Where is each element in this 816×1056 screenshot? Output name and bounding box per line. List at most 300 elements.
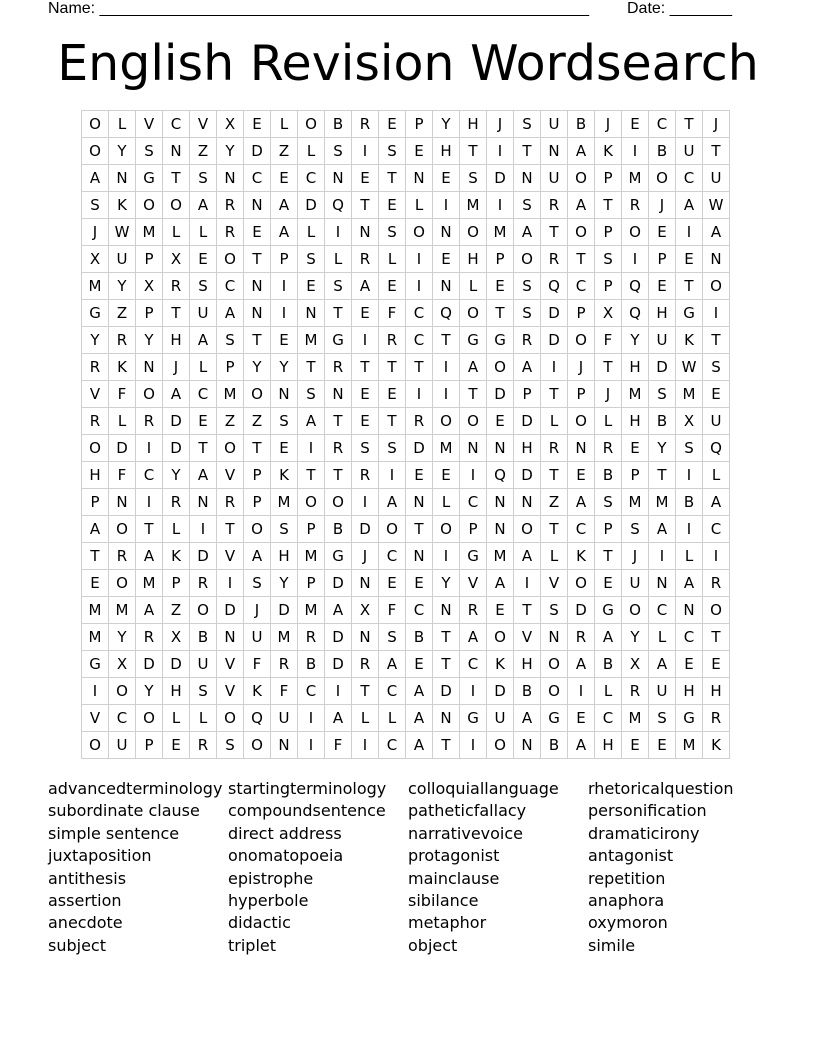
grid-cell[interactable]: I	[460, 732, 487, 759]
grid-cell[interactable]: S	[217, 732, 244, 759]
grid-cell[interactable]: T	[676, 273, 703, 300]
grid-cell[interactable]: E	[676, 246, 703, 273]
grid-cell[interactable]: A	[271, 192, 298, 219]
grid-cell[interactable]: R	[595, 435, 622, 462]
grid-cell[interactable]: Y	[622, 624, 649, 651]
grid-cell[interactable]: C	[109, 705, 136, 732]
grid-cell[interactable]: I	[136, 435, 163, 462]
grid-cell[interactable]: M	[109, 597, 136, 624]
grid-cell[interactable]: D	[325, 651, 352, 678]
grid-cell[interactable]: F	[271, 678, 298, 705]
grid-cell[interactable]: O	[217, 246, 244, 273]
grid-cell[interactable]: M	[622, 489, 649, 516]
grid-cell[interactable]: W	[703, 192, 730, 219]
grid-cell[interactable]: A	[190, 462, 217, 489]
grid-cell[interactable]: O	[82, 111, 109, 138]
grid-cell[interactable]: G	[676, 300, 703, 327]
grid-cell[interactable]: N	[433, 219, 460, 246]
grid-cell[interactable]: T	[325, 462, 352, 489]
grid-cell[interactable]: C	[595, 705, 622, 732]
grid-cell[interactable]: D	[109, 435, 136, 462]
grid-cell[interactable]: T	[82, 543, 109, 570]
grid-cell[interactable]: S	[325, 273, 352, 300]
grid-cell[interactable]: E	[649, 219, 676, 246]
grid-cell[interactable]: N	[433, 597, 460, 624]
grid-cell[interactable]: D	[325, 624, 352, 651]
grid-cell[interactable]: T	[541, 462, 568, 489]
grid-cell[interactable]: H	[433, 138, 460, 165]
grid-cell[interactable]: S	[514, 273, 541, 300]
grid-cell[interactable]: I	[460, 462, 487, 489]
grid-cell[interactable]: R	[298, 624, 325, 651]
grid-cell[interactable]: V	[217, 651, 244, 678]
grid-cell[interactable]: M	[298, 543, 325, 570]
grid-cell[interactable]: I	[406, 381, 433, 408]
grid-cell[interactable]: U	[109, 732, 136, 759]
grid-cell[interactable]: H	[676, 678, 703, 705]
grid-cell[interactable]: C	[568, 273, 595, 300]
grid-cell[interactable]: C	[136, 462, 163, 489]
grid-cell[interactable]: P	[136, 246, 163, 273]
grid-cell[interactable]: R	[163, 489, 190, 516]
grid-cell[interactable]: O	[541, 651, 568, 678]
grid-cell[interactable]: R	[622, 678, 649, 705]
grid-cell[interactable]: U	[109, 246, 136, 273]
grid-cell[interactable]: S	[541, 597, 568, 624]
grid-cell[interactable]: O	[163, 192, 190, 219]
grid-cell[interactable]: T	[433, 327, 460, 354]
grid-cell[interactable]: K	[109, 192, 136, 219]
grid-cell[interactable]: Y	[109, 624, 136, 651]
grid-cell[interactable]: I	[406, 246, 433, 273]
grid-cell[interactable]: U	[244, 624, 271, 651]
grid-cell[interactable]: D	[163, 408, 190, 435]
grid-cell[interactable]: O	[298, 111, 325, 138]
grid-cell[interactable]: M	[82, 597, 109, 624]
grid-cell[interactable]: D	[568, 597, 595, 624]
grid-cell[interactable]: P	[595, 516, 622, 543]
grid-cell[interactable]: C	[406, 300, 433, 327]
grid-cell[interactable]: Y	[136, 678, 163, 705]
grid-cell[interactable]: B	[595, 651, 622, 678]
grid-cell[interactable]: A	[649, 516, 676, 543]
grid-cell[interactable]: N	[514, 489, 541, 516]
grid-cell[interactable]: J	[352, 543, 379, 570]
grid-cell[interactable]: A	[568, 489, 595, 516]
grid-cell[interactable]: M	[460, 192, 487, 219]
grid-cell[interactable]: I	[298, 705, 325, 732]
grid-cell[interactable]: O	[460, 408, 487, 435]
grid-cell[interactable]: A	[271, 219, 298, 246]
grid-cell[interactable]: C	[244, 165, 271, 192]
grid-cell[interactable]: T	[136, 516, 163, 543]
grid-cell[interactable]: Z	[217, 408, 244, 435]
grid-cell[interactable]: T	[703, 138, 730, 165]
grid-cell[interactable]: C	[649, 597, 676, 624]
grid-cell[interactable]: H	[514, 435, 541, 462]
grid-cell[interactable]: T	[244, 435, 271, 462]
grid-cell[interactable]: A	[514, 705, 541, 732]
grid-cell[interactable]: Y	[82, 327, 109, 354]
grid-cell[interactable]: O	[244, 516, 271, 543]
grid-cell[interactable]: U	[487, 705, 514, 732]
grid-cell[interactable]: I	[649, 543, 676, 570]
grid-cell[interactable]: N	[190, 489, 217, 516]
grid-cell[interactable]: A	[82, 516, 109, 543]
grid-cell[interactable]: Y	[649, 435, 676, 462]
grid-cell[interactable]: Q	[244, 705, 271, 732]
grid-cell[interactable]: A	[595, 624, 622, 651]
grid-cell[interactable]: L	[163, 516, 190, 543]
grid-cell[interactable]: T	[541, 219, 568, 246]
grid-cell[interactable]: M	[271, 489, 298, 516]
grid-cell[interactable]: E	[379, 381, 406, 408]
grid-cell[interactable]: T	[325, 408, 352, 435]
grid-cell[interactable]: M	[622, 381, 649, 408]
grid-cell[interactable]: P	[622, 462, 649, 489]
grid-cell[interactable]: O	[109, 516, 136, 543]
grid-cell[interactable]: J	[595, 111, 622, 138]
grid-cell[interactable]: S	[379, 219, 406, 246]
grid-cell[interactable]: N	[244, 273, 271, 300]
grid-cell[interactable]: M	[136, 570, 163, 597]
grid-cell[interactable]: T	[595, 192, 622, 219]
grid-cell[interactable]: E	[298, 273, 325, 300]
grid-cell[interactable]: L	[541, 543, 568, 570]
grid-cell[interactable]: C	[406, 597, 433, 624]
grid-cell[interactable]: T	[163, 165, 190, 192]
grid-cell[interactable]: R	[568, 624, 595, 651]
grid-cell[interactable]: C	[190, 381, 217, 408]
grid-cell[interactable]: M	[487, 543, 514, 570]
grid-cell[interactable]: T	[595, 354, 622, 381]
grid-cell[interactable]: N	[676, 597, 703, 624]
grid-cell[interactable]: C	[703, 516, 730, 543]
grid-cell[interactable]: R	[406, 408, 433, 435]
grid-cell[interactable]: P	[460, 516, 487, 543]
grid-cell[interactable]: S	[595, 489, 622, 516]
grid-cell[interactable]: N	[325, 165, 352, 192]
grid-cell[interactable]: P	[271, 246, 298, 273]
grid-cell[interactable]: A	[649, 651, 676, 678]
grid-cell[interactable]: D	[514, 462, 541, 489]
grid-cell[interactable]: T	[703, 327, 730, 354]
grid-cell[interactable]: U	[703, 408, 730, 435]
grid-cell[interactable]: Y	[622, 327, 649, 354]
grid-cell[interactable]: A	[406, 678, 433, 705]
grid-cell[interactable]: O	[82, 435, 109, 462]
grid-cell[interactable]: S	[82, 192, 109, 219]
grid-cell[interactable]: X	[109, 651, 136, 678]
grid-cell[interactable]: R	[703, 570, 730, 597]
grid-cell[interactable]: H	[163, 327, 190, 354]
grid-cell[interactable]: R	[109, 327, 136, 354]
grid-cell[interactable]: D	[163, 651, 190, 678]
grid-cell[interactable]: R	[352, 111, 379, 138]
grid-cell[interactable]: R	[271, 651, 298, 678]
grid-cell[interactable]: O	[514, 516, 541, 543]
grid-cell[interactable]: E	[406, 570, 433, 597]
grid-cell[interactable]: N	[541, 624, 568, 651]
grid-cell[interactable]: R	[460, 597, 487, 624]
grid-cell[interactable]: G	[460, 327, 487, 354]
grid-cell[interactable]: E	[433, 165, 460, 192]
grid-cell[interactable]: O	[622, 219, 649, 246]
grid-cell[interactable]: L	[163, 219, 190, 246]
grid-cell[interactable]: I	[703, 543, 730, 570]
grid-cell[interactable]: I	[352, 327, 379, 354]
grid-cell[interactable]: B	[325, 516, 352, 543]
grid-cell[interactable]: N	[649, 570, 676, 597]
grid-cell[interactable]: T	[433, 732, 460, 759]
grid-cell[interactable]: L	[595, 678, 622, 705]
grid-cell[interactable]: K	[703, 732, 730, 759]
grid-cell[interactable]: A	[82, 165, 109, 192]
grid-cell[interactable]: L	[676, 543, 703, 570]
grid-cell[interactable]: J	[568, 354, 595, 381]
grid-cell[interactable]: A	[217, 300, 244, 327]
grid-cell[interactable]: L	[163, 705, 190, 732]
grid-cell[interactable]: Q	[703, 435, 730, 462]
grid-cell[interactable]: R	[109, 543, 136, 570]
grid-cell[interactable]: R	[622, 192, 649, 219]
grid-cell[interactable]: L	[325, 246, 352, 273]
grid-cell[interactable]: E	[433, 246, 460, 273]
grid-cell[interactable]: H	[163, 678, 190, 705]
grid-cell[interactable]: T	[244, 327, 271, 354]
grid-cell[interactable]: A	[406, 732, 433, 759]
grid-cell[interactable]: J	[622, 543, 649, 570]
grid-cell[interactable]: C	[406, 327, 433, 354]
grid-cell[interactable]: N	[244, 300, 271, 327]
grid-cell[interactable]: U	[190, 300, 217, 327]
grid-cell[interactable]: B	[595, 462, 622, 489]
grid-cell[interactable]: W	[676, 354, 703, 381]
grid-cell[interactable]: I	[271, 300, 298, 327]
grid-cell[interactable]: Y	[109, 138, 136, 165]
grid-cell[interactable]: G	[136, 165, 163, 192]
grid-cell[interactable]: E	[352, 408, 379, 435]
grid-cell[interactable]: Y	[271, 570, 298, 597]
grid-cell[interactable]: D	[217, 597, 244, 624]
grid-cell[interactable]: Q	[433, 300, 460, 327]
grid-cell[interactable]: O	[703, 597, 730, 624]
grid-cell[interactable]: M	[136, 219, 163, 246]
grid-cell[interactable]: S	[649, 705, 676, 732]
grid-cell[interactable]: K	[163, 543, 190, 570]
grid-cell[interactable]: X	[82, 246, 109, 273]
grid-cell[interactable]: U	[190, 651, 217, 678]
grid-cell[interactable]: R	[352, 246, 379, 273]
grid-cell[interactable]: T	[676, 111, 703, 138]
grid-cell[interactable]: L	[703, 462, 730, 489]
grid-cell[interactable]: J	[244, 597, 271, 624]
grid-cell[interactable]: Q	[622, 273, 649, 300]
grid-cell[interactable]: G	[325, 327, 352, 354]
grid-cell[interactable]: T	[379, 165, 406, 192]
grid-cell[interactable]: R	[541, 435, 568, 462]
grid-cell[interactable]: V	[136, 111, 163, 138]
grid-cell[interactable]: T	[298, 354, 325, 381]
grid-cell[interactable]: R	[190, 732, 217, 759]
grid-cell[interactable]: O	[136, 192, 163, 219]
grid-cell[interactable]: T	[460, 138, 487, 165]
grid-cell[interactable]: R	[217, 489, 244, 516]
grid-cell[interactable]: S	[271, 516, 298, 543]
grid-cell[interactable]: O	[433, 516, 460, 543]
grid-cell[interactable]: R	[136, 624, 163, 651]
grid-cell[interactable]: A	[676, 570, 703, 597]
grid-cell[interactable]: P	[568, 381, 595, 408]
grid-cell[interactable]: O	[379, 516, 406, 543]
grid-cell[interactable]: N	[487, 435, 514, 462]
grid-cell[interactable]: A	[190, 192, 217, 219]
grid-cell[interactable]: I	[676, 219, 703, 246]
grid-cell[interactable]: L	[379, 246, 406, 273]
grid-cell[interactable]: N	[136, 354, 163, 381]
grid-cell[interactable]: M	[487, 219, 514, 246]
grid-cell[interactable]: T	[244, 246, 271, 273]
grid-cell[interactable]: T	[433, 624, 460, 651]
grid-cell[interactable]: B	[514, 678, 541, 705]
grid-cell[interactable]: C	[379, 543, 406, 570]
grid-cell[interactable]: E	[622, 435, 649, 462]
grid-cell[interactable]: O	[298, 489, 325, 516]
grid-cell[interactable]: C	[676, 624, 703, 651]
grid-cell[interactable]: S	[136, 138, 163, 165]
grid-cell[interactable]: V	[190, 111, 217, 138]
grid-cell[interactable]: B	[190, 624, 217, 651]
grid-cell[interactable]: B	[298, 651, 325, 678]
grid-cell[interactable]: Z	[109, 300, 136, 327]
grid-cell[interactable]: E	[433, 462, 460, 489]
grid-cell[interactable]: A	[244, 543, 271, 570]
grid-cell[interactable]: R	[163, 273, 190, 300]
grid-cell[interactable]: R	[325, 435, 352, 462]
grid-cell[interactable]: R	[514, 327, 541, 354]
grid-cell[interactable]: L	[109, 111, 136, 138]
grid-cell[interactable]: I	[352, 732, 379, 759]
grid-cell[interactable]: L	[595, 408, 622, 435]
grid-cell[interactable]: O	[568, 570, 595, 597]
grid-cell[interactable]: T	[217, 516, 244, 543]
grid-cell[interactable]: O	[568, 219, 595, 246]
grid-cell[interactable]: Q	[541, 273, 568, 300]
grid-cell[interactable]: I	[433, 192, 460, 219]
grid-cell[interactable]: C	[163, 111, 190, 138]
grid-cell[interactable]: G	[541, 705, 568, 732]
grid-cell[interactable]: H	[622, 354, 649, 381]
grid-cell[interactable]: D	[541, 300, 568, 327]
grid-cell[interactable]: M	[217, 381, 244, 408]
grid-cell[interactable]: D	[649, 354, 676, 381]
grid-cell[interactable]: R	[217, 192, 244, 219]
grid-cell[interactable]: A	[568, 138, 595, 165]
grid-cell[interactable]: E	[622, 732, 649, 759]
grid-cell[interactable]: A	[352, 273, 379, 300]
grid-cell[interactable]: F	[109, 462, 136, 489]
grid-cell[interactable]: L	[298, 138, 325, 165]
grid-cell[interactable]: O	[460, 219, 487, 246]
grid-cell[interactable]: E	[487, 273, 514, 300]
grid-cell[interactable]: P	[244, 462, 271, 489]
grid-cell[interactable]: Q	[487, 462, 514, 489]
grid-cell[interactable]: N	[325, 381, 352, 408]
grid-cell[interactable]: X	[163, 246, 190, 273]
grid-cell[interactable]: S	[649, 381, 676, 408]
grid-cell[interactable]: X	[217, 111, 244, 138]
grid-cell[interactable]: Z	[244, 408, 271, 435]
grid-cell[interactable]: N	[163, 138, 190, 165]
grid-cell[interactable]: E	[568, 462, 595, 489]
grid-cell[interactable]: I	[487, 192, 514, 219]
grid-cell[interactable]: Z	[271, 138, 298, 165]
grid-cell[interactable]: M	[649, 489, 676, 516]
grid-cell[interactable]: O	[136, 705, 163, 732]
grid-cell[interactable]: G	[676, 705, 703, 732]
grid-cell[interactable]: V	[514, 624, 541, 651]
grid-cell[interactable]: Y	[244, 354, 271, 381]
grid-cell[interactable]: A	[703, 489, 730, 516]
grid-cell[interactable]: O	[622, 597, 649, 624]
grid-cell[interactable]: S	[271, 408, 298, 435]
grid-cell[interactable]: B	[649, 408, 676, 435]
grid-cell[interactable]: S	[190, 273, 217, 300]
grid-cell[interactable]: C	[568, 516, 595, 543]
grid-cell[interactable]: O	[433, 408, 460, 435]
grid-cell[interactable]: D	[433, 678, 460, 705]
grid-cell[interactable]: Z	[541, 489, 568, 516]
grid-cell[interactable]: A	[379, 651, 406, 678]
grid-cell[interactable]: L	[406, 192, 433, 219]
grid-cell[interactable]: P	[298, 516, 325, 543]
grid-cell[interactable]: P	[595, 219, 622, 246]
grid-cell[interactable]: O	[649, 165, 676, 192]
grid-cell[interactable]: J	[163, 354, 190, 381]
grid-cell[interactable]: O	[487, 732, 514, 759]
grid-cell[interactable]: E	[244, 219, 271, 246]
grid-cell[interactable]: A	[190, 327, 217, 354]
grid-cell[interactable]: K	[109, 354, 136, 381]
grid-cell[interactable]: O	[109, 570, 136, 597]
grid-cell[interactable]: T	[406, 516, 433, 543]
grid-cell[interactable]: I	[406, 273, 433, 300]
grid-cell[interactable]: I	[622, 246, 649, 273]
grid-cell[interactable]: E	[379, 111, 406, 138]
grid-cell[interactable]: E	[487, 408, 514, 435]
grid-cell[interactable]: Y	[433, 111, 460, 138]
grid-cell[interactable]: S	[622, 516, 649, 543]
grid-cell[interactable]: E	[352, 381, 379, 408]
grid-cell[interactable]: D	[487, 678, 514, 705]
grid-cell[interactable]: O	[190, 597, 217, 624]
grid-cell[interactable]: G	[487, 327, 514, 354]
grid-cell[interactable]: D	[352, 516, 379, 543]
grid-cell[interactable]: H	[82, 462, 109, 489]
grid-cell[interactable]: Z	[190, 138, 217, 165]
grid-cell[interactable]: N	[487, 516, 514, 543]
grid-cell[interactable]: U	[271, 705, 298, 732]
grid-cell[interactable]: U	[649, 678, 676, 705]
grid-cell[interactable]: Y	[163, 462, 190, 489]
grid-cell[interactable]: U	[541, 165, 568, 192]
grid-cell[interactable]: O	[217, 705, 244, 732]
grid-cell[interactable]: S	[244, 570, 271, 597]
grid-cell[interactable]: A	[568, 651, 595, 678]
grid-cell[interactable]: I	[379, 462, 406, 489]
grid-cell[interactable]: C	[379, 678, 406, 705]
grid-cell[interactable]: I	[352, 489, 379, 516]
